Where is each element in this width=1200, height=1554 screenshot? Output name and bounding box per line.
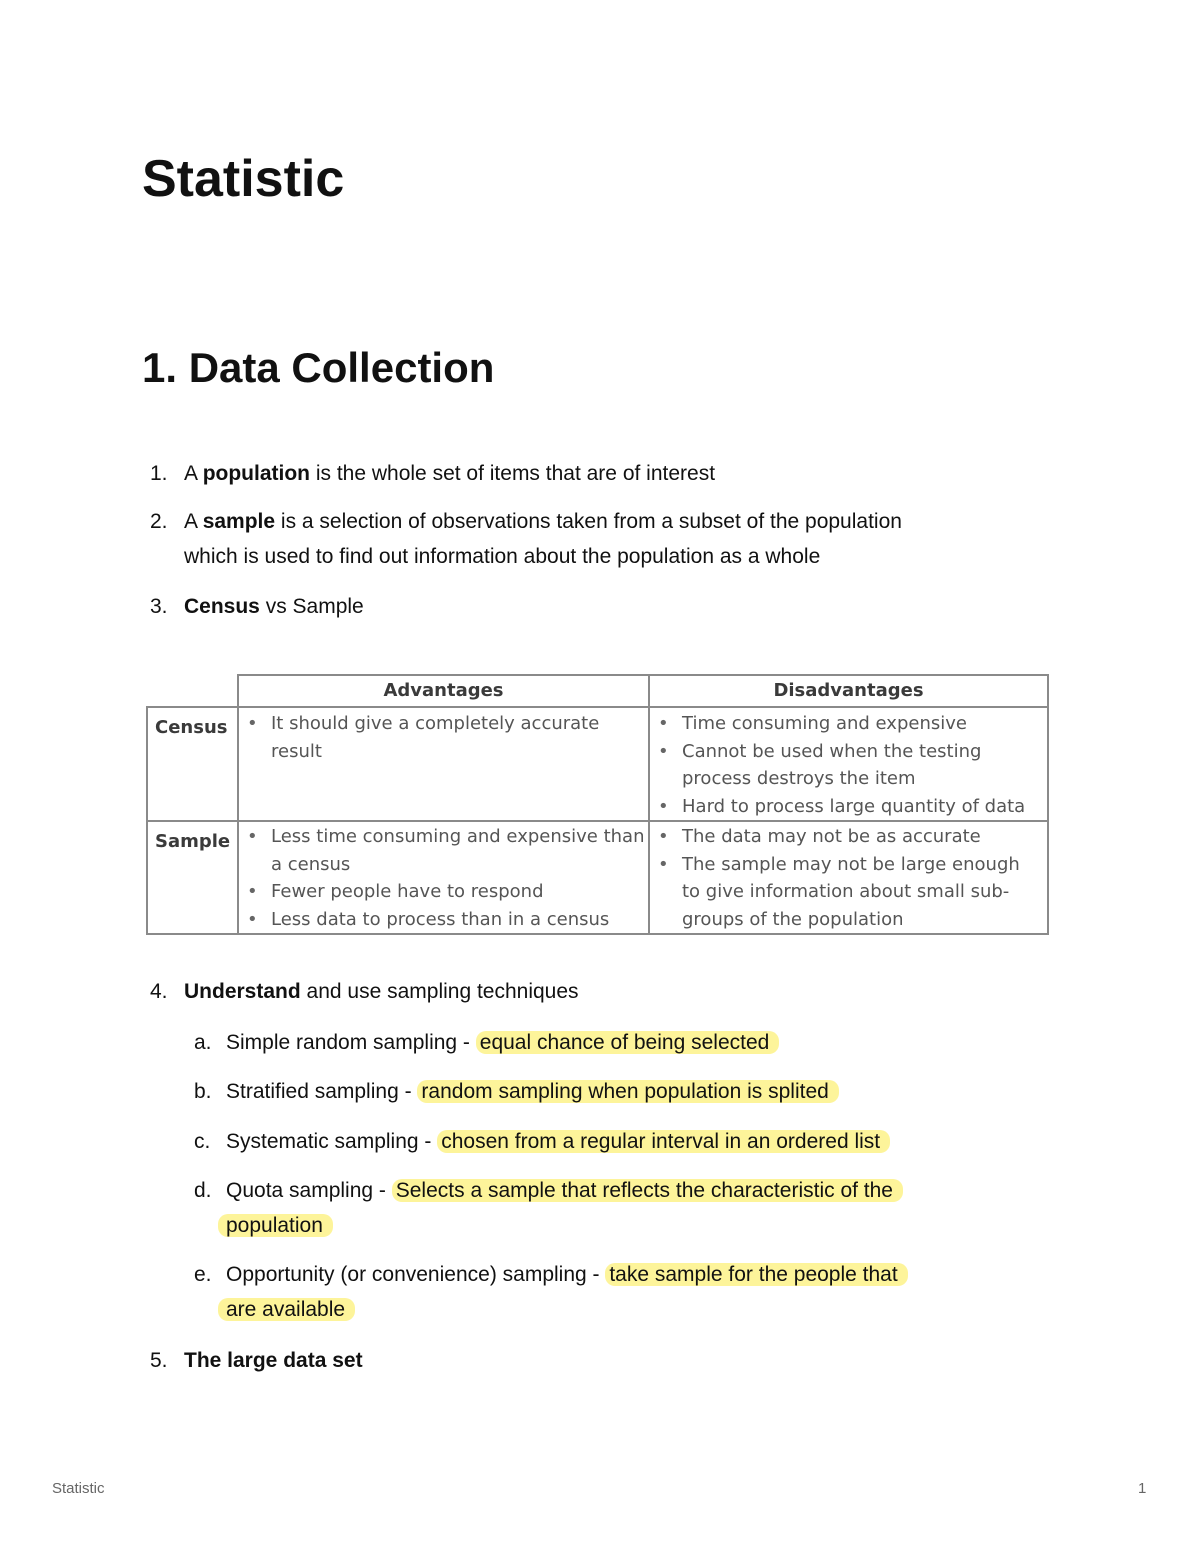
census-vs-sample-table bbox=[146, 674, 1049, 935]
technique-simple-random bbox=[226, 1025, 779, 1060]
sample-advantages bbox=[239, 823, 648, 933]
table-bullet-continuation: to give information about small sub- bbox=[682, 881, 1010, 902]
sub-list-letter: d. bbox=[194, 1179, 212, 1202]
table-bullet: • Hard to process large quantity of data bbox=[650, 793, 1047, 821]
sub-list-letter: b. bbox=[194, 1080, 212, 1103]
term-understand: Understand bbox=[184, 980, 301, 1003]
highlighted-definition: population bbox=[218, 1214, 333, 1237]
footer-document-title: Statistic bbox=[52, 1480, 105, 1497]
row-label-sample: Sample bbox=[155, 831, 231, 852]
sub-list-letter: e. bbox=[194, 1263, 212, 1286]
list-number: 1. bbox=[150, 462, 168, 485]
census-disadvantages bbox=[650, 710, 1047, 820]
sub-list-letter: a. bbox=[194, 1031, 212, 1054]
technique-quota-line2 bbox=[218, 1208, 333, 1243]
row-label-census: Census bbox=[155, 717, 228, 738]
table-bullet: • It should give a completely accurate result bbox=[239, 710, 648, 765]
technique-name: Systematic sampling - bbox=[226, 1130, 438, 1153]
term-population: population bbox=[202, 462, 310, 485]
table-bullet-continuation: process destroys the item bbox=[682, 768, 916, 789]
list-item-large-data-set bbox=[184, 1343, 363, 1378]
technique-opportunity-line2 bbox=[218, 1292, 355, 1327]
list-number: 2. bbox=[150, 510, 168, 533]
item-text: vs Sample bbox=[259, 595, 364, 618]
term-large-data-set: The large data set bbox=[184, 1349, 363, 1372]
table-bullet: • The data may not be as accurate bbox=[650, 823, 1047, 851]
technique-quota bbox=[226, 1173, 903, 1208]
table-bullet: • Less data to process than in a census bbox=[239, 906, 648, 934]
census-advantages bbox=[239, 710, 648, 765]
item-text-prefix: A bbox=[184, 462, 203, 485]
table-bullet: • Fewer people have to respond bbox=[239, 878, 648, 906]
table-bullet-continuation: a census bbox=[271, 853, 351, 875]
list-number: 5. bbox=[150, 1349, 168, 1372]
item-text-prefix: A bbox=[184, 510, 203, 533]
term-census: Census bbox=[184, 595, 260, 618]
technique-name: Quota sampling - bbox=[226, 1179, 392, 1202]
highlighted-definition: random sampling when population is splited bbox=[417, 1080, 838, 1103]
list-number: 4. bbox=[150, 980, 168, 1003]
technique-systematic bbox=[226, 1124, 890, 1159]
footer-page-number: 1 bbox=[1138, 1480, 1147, 1497]
technique-name: Opportunity (or convenience) sampling - bbox=[226, 1263, 606, 1286]
highlighted-definition: equal chance of being selected bbox=[476, 1031, 780, 1054]
technique-name: Simple random sampling - bbox=[226, 1031, 476, 1054]
table-bullet: • Cannot be used when the testing bbox=[650, 738, 1047, 766]
table-bullet: • Less time consuming and expensive than bbox=[239, 823, 648, 851]
highlighted-definition: chosen from a regular interval in an ordered list bbox=[437, 1130, 890, 1153]
sample-disadvantages bbox=[650, 823, 1047, 933]
table-bullet-continuation: groups of the population bbox=[682, 908, 904, 930]
page-title: Statistic bbox=[142, 150, 345, 208]
list-number: 3. bbox=[150, 595, 168, 618]
sub-list-letter: c. bbox=[194, 1130, 211, 1153]
technique-name: Stratified sampling - bbox=[226, 1080, 418, 1103]
header-disadvantages: Disadvantages bbox=[773, 680, 924, 701]
technique-stratified bbox=[226, 1074, 839, 1109]
list-item-sample bbox=[184, 504, 902, 539]
term-sample: sample bbox=[202, 510, 276, 533]
highlighted-definition: take sample for the people that bbox=[605, 1263, 907, 1286]
technique-opportunity bbox=[226, 1257, 908, 1292]
item-text: and use sampling techniques bbox=[300, 980, 579, 1003]
highlighted-definition: are available bbox=[218, 1298, 355, 1321]
list-item-sampling-techniques bbox=[184, 974, 579, 1009]
list-item-sample-line2: which is used to find out information about the population as a whole bbox=[184, 545, 821, 568]
table-bullet: • Time consuming and expensive bbox=[650, 710, 1047, 738]
item-text: is a selection of observations taken from a subset of the population bbox=[275, 510, 902, 533]
list-item-census-vs-sample bbox=[184, 589, 364, 624]
highlighted-definition: Selects a sample that reflects the characteristic of the bbox=[392, 1179, 903, 1202]
table-bullet: • The sample may not be large enough bbox=[650, 851, 1047, 879]
header-advantages: Advantages bbox=[383, 680, 504, 701]
list-item-population bbox=[184, 456, 715, 491]
section-heading: 1. Data Collection bbox=[142, 344, 495, 391]
item-text: is the whole set of items that are of interest bbox=[310, 462, 716, 485]
